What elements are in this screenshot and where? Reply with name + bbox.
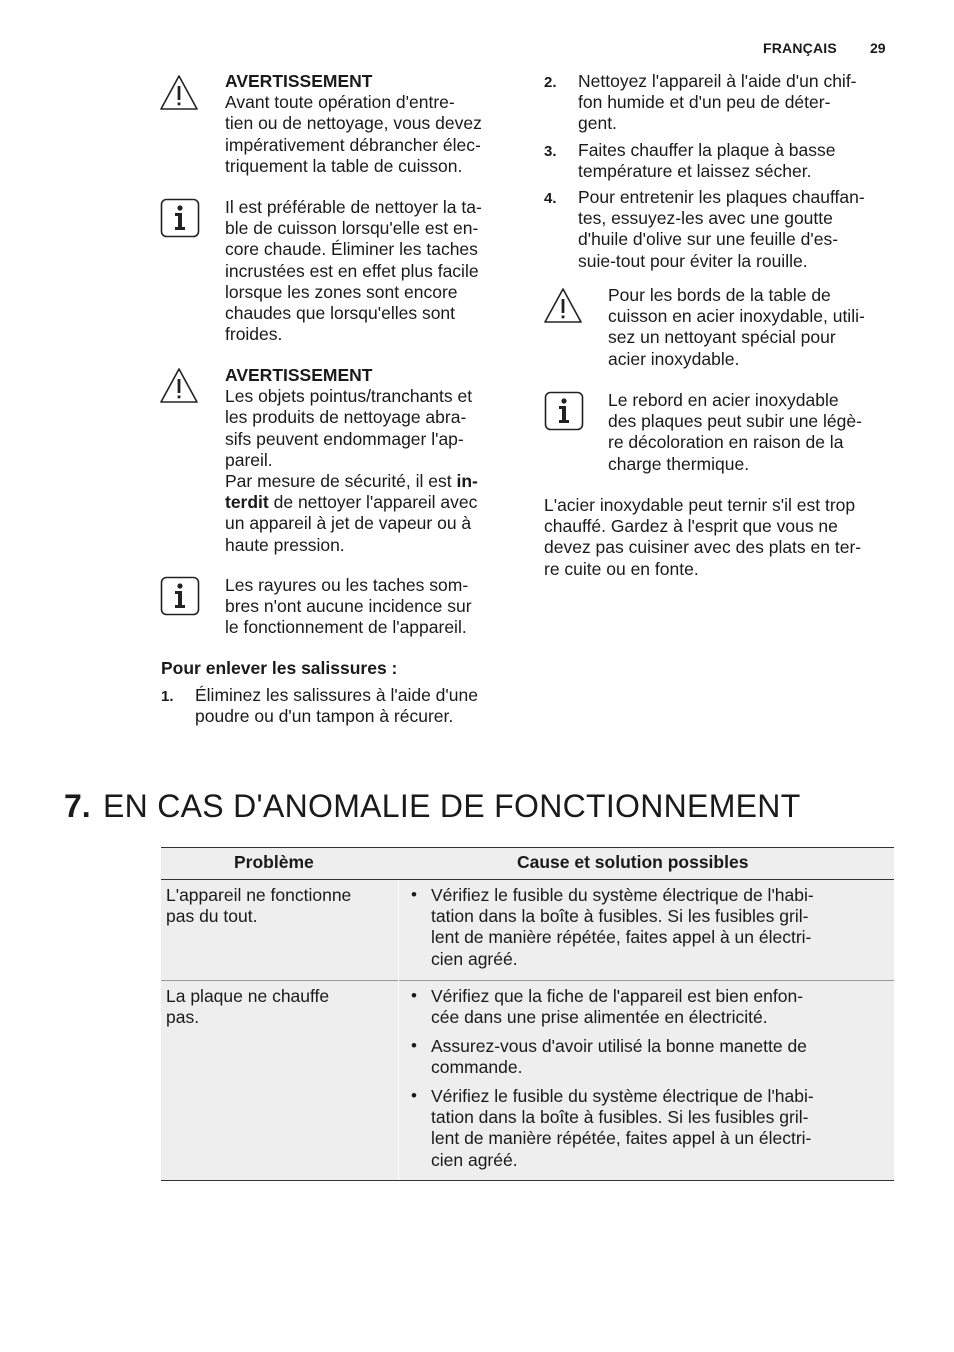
bullet: •: [411, 1086, 417, 1105]
text-line: re décoloration en raison de la: [608, 432, 844, 453]
text-line: chauffé. Gardez à l'esprit que vous ne: [544, 516, 838, 537]
text-line: un appareil à jet de vapeur ou à: [225, 513, 472, 534]
paragraph-stainless: [544, 495, 861, 580]
text-line: poudre ou d'un tampon à récurer.: [195, 706, 454, 727]
info-block-2: [225, 575, 472, 639]
subheading: Pour enlever les salissures :: [161, 658, 398, 678]
text-line: Vérifiez le fusible du système électrique de l'habi-: [431, 885, 814, 905]
text-line: cien agréé.: [431, 1149, 518, 1170]
text-line: température et laissez sécher.: [578, 161, 812, 182]
text-line: Éliminez les salissures à l'aide d'une: [195, 685, 478, 705]
text-line: Pour les bords de la table de: [608, 285, 831, 305]
step-number: 3.: [544, 143, 557, 160]
text-line: impérativement débrancher élec-: [225, 134, 481, 155]
text-line: lorsque les zones sont encore: [225, 281, 458, 302]
warning-block-1: [225, 71, 482, 177]
text-line: Les rayures ou les taches som-: [225, 575, 469, 595]
text-line: [225, 471, 478, 492]
text-line: charge thermique.: [608, 453, 750, 474]
text-line: sifs peuvent endommager l'ap-: [225, 428, 464, 449]
text-line: chaudes que lorsqu'elles sont: [225, 303, 456, 324]
page-number: 29: [870, 40, 886, 56]
text-line: Vérifiez que la fiche de l'appareil est bien enfon-: [431, 986, 804, 1006]
text-line: tien ou de nettoyage, vous devez: [225, 113, 482, 134]
text-line: La plaque ne chauffe: [166, 986, 330, 1006]
text-line: L'acier inoxydable peut ternir s'il est trop: [544, 495, 856, 515]
header-language: FRANÇAIS: [763, 40, 837, 56]
warning-block-3: [608, 285, 865, 370]
warning-title: AVERTISSEMENT: [225, 71, 373, 91]
text-line: cien agréé.: [431, 948, 518, 969]
text-line: pas du tout.: [166, 906, 258, 927]
text-line: cée dans une prise alimentée en électricité.: [431, 1007, 768, 1028]
text-line: lent de manière répétée, faites appel à un électri-: [431, 1128, 812, 1149]
text-line: core chaude. Éliminer les taches: [225, 239, 478, 260]
info-icon: [160, 576, 200, 616]
text-line: acier inoxydable.: [608, 348, 740, 369]
step-number: 1.: [161, 688, 174, 705]
step-3: [578, 140, 835, 182]
table-header-problem: Problème: [234, 852, 314, 872]
text-line: triquement la table de cuisson.: [225, 155, 463, 176]
text-line: Faites chauffer la plaque à basse: [578, 140, 836, 160]
step-1: [195, 685, 478, 727]
text-line: ble de cuisson lorsqu'elle est en-: [225, 218, 479, 239]
section-number: 7.: [64, 788, 91, 824]
text-line: incrustées est en effet plus facile: [225, 260, 479, 281]
info-block-1: [225, 197, 482, 345]
text-line: des plaques peut subir une légè-: [608, 411, 862, 432]
table-row-2-solution-3: [431, 1086, 814, 1171]
table-top-rule: [161, 847, 894, 848]
warning-icon: [543, 286, 583, 326]
text-line: bres n'ont aucune incidence sur: [225, 596, 472, 617]
text-line: Vérifiez le fusible du système électrique de l'habi-: [431, 1086, 814, 1106]
text-line: tation dans la boîte à fusibles. Si les fusibles gril-: [431, 1107, 809, 1128]
text-line: les produits de nettoyage abra-: [225, 407, 467, 428]
text-line: suie-tout pour éviter la rouille.: [578, 250, 808, 271]
step-number: 2.: [544, 74, 557, 91]
bullet: •: [411, 885, 417, 904]
table-row-1-problem: [166, 885, 351, 927]
table-bottom-rule: [161, 1180, 894, 1181]
table-row-2-solution-1: [431, 986, 803, 1028]
text-line: re cuite ou en fonte.: [544, 558, 699, 579]
text-line: devez pas cuisiner avec des plats en ter-: [544, 537, 862, 558]
text-line: tation dans la boîte à fusibles. Si les fusibles gril-: [431, 906, 809, 927]
text-line: pas.: [166, 1007, 200, 1028]
text-line: lent de manière répétée, faites appel à un électri-: [431, 927, 812, 948]
text-line: Avant toute opération d'entre-: [225, 92, 455, 113]
bullet: •: [411, 1036, 417, 1055]
emphasis: in-: [456, 471, 478, 492]
text-line: d'huile d'olive sur une feuille d'es-: [578, 229, 839, 250]
text-line: Le rebord en acier inoxydable: [608, 390, 839, 410]
info-icon: [160, 198, 200, 238]
warning-icon: [159, 366, 199, 406]
text-line: Il est préférable de nettoyer la ta-: [225, 197, 482, 217]
step-4: [578, 187, 865, 272]
text-line: sez un nettoyant spécial pour: [608, 327, 836, 348]
text-line: froides.: [225, 324, 283, 345]
table-row-2-problem: [166, 986, 329, 1028]
info-icon: [544, 391, 584, 431]
emphasis: terdit: [225, 492, 269, 513]
text-line: commande.: [431, 1057, 523, 1078]
section-title: EN CAS D'ANOMALIE DE FONCTIONNEMENT: [103, 788, 801, 824]
text-line: tes, essuyez-les avec une goutte: [578, 208, 833, 229]
text-line: L'appareil ne fonctionne: [166, 885, 352, 905]
table-column-divider: [398, 880, 399, 1180]
table-row-rule: [161, 980, 894, 981]
text-line: gent.: [578, 113, 617, 134]
text-segment: Par mesure de sécurité, il est: [225, 471, 457, 492]
table-row-1-solution: [431, 885, 814, 970]
table-header-solution: Cause et solution possibles: [517, 852, 749, 872]
warning-title: AVERTISSEMENT: [225, 365, 373, 385]
info-block-3: [608, 390, 862, 475]
step-number: 4.: [544, 190, 557, 207]
warning-icon: [159, 73, 199, 113]
text-line: Les objets pointus/tranchants et: [225, 386, 473, 407]
step-2: [578, 71, 857, 135]
table-row-2-solution-2: [431, 1036, 807, 1078]
bullet: •: [411, 986, 417, 1005]
table-header-rule: [161, 879, 894, 880]
text-line: le fonctionnement de l'appareil.: [225, 617, 467, 638]
text-line: cuisson en acier inoxydable, utili-: [608, 306, 865, 327]
text-line: haute pression.: [225, 534, 345, 555]
text-line: Assurez-vous d'avoir utilisé la bonne manette de: [431, 1036, 807, 1056]
text-segment: de nettoyer l'appareil avec: [268, 492, 478, 513]
warning-block-2: [225, 365, 478, 556]
text-line: Pour entretenir les plaques chauffan-: [578, 187, 865, 207]
text-line: [225, 492, 478, 513]
text-line: Nettoyez l'appareil à l'aide d'un chif-: [578, 71, 857, 91]
text-line: fon humide et d'un peu de déter-: [578, 92, 831, 113]
text-line: pareil.: [225, 449, 273, 470]
